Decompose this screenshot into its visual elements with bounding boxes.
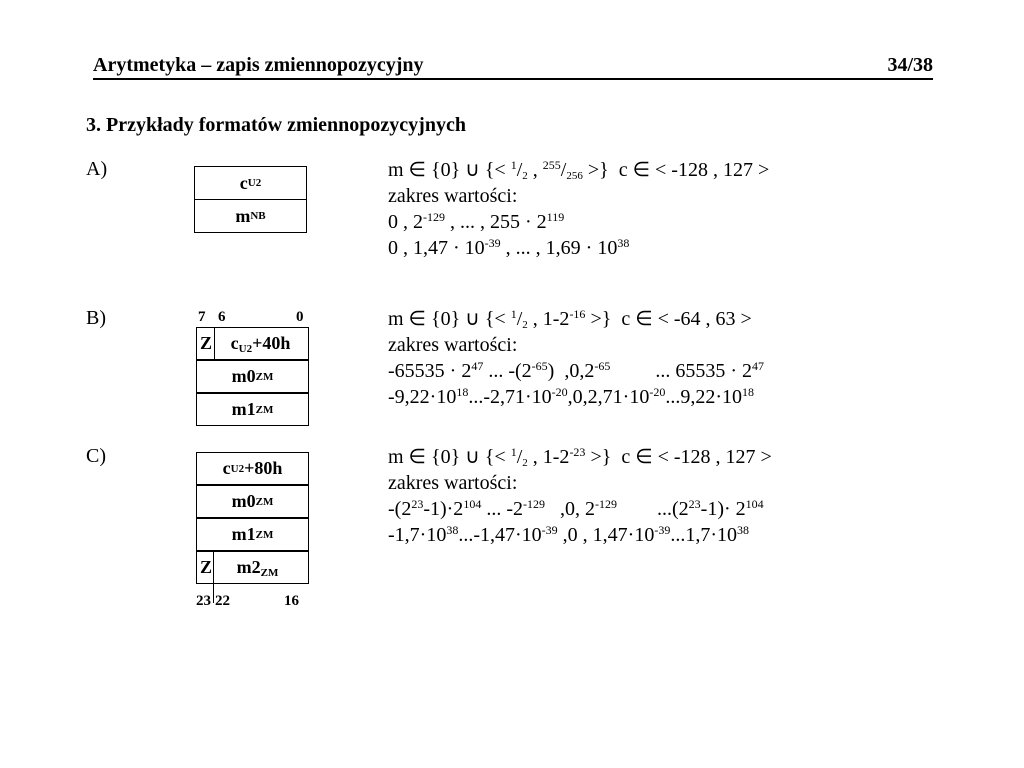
label-c: C) <box>86 445 106 467</box>
info-line: m ∈ {0} ∪ {< $^1/_2$ , $1-2^{-23}$ >} c ∈ < -128 , 127 > <box>388 445 772 469</box>
field-m0-zm: m0 ZM <box>196 360 309 393</box>
field-m2-zm: Z $m2_{ZM}$ <box>196 551 309 584</box>
sign-divider <box>213 551 214 603</box>
page-number: 34/38 <box>887 54 933 76</box>
bit-6-label: 6 <box>218 309 226 325</box>
bit-23-label: 23 <box>196 593 211 609</box>
sign-bit-z: Z <box>200 333 213 353</box>
bit-0-label: 0 <box>296 309 304 325</box>
field-m1-zm: m1 ZM <box>196 518 309 551</box>
info-line: $-1,7\cdot 10^{38}...-1,47\cdot 10^{-39}$ ,0 , $1,47\cdot 10^{-39}...1,7\cdot 10^{38}$ <box>388 523 749 546</box>
slide-header <box>93 52 933 80</box>
label-b: B) <box>86 307 106 329</box>
field-c-u2-80h: c U2 +80h <box>196 452 309 485</box>
bit-16-label: 16 <box>284 593 299 609</box>
field-c-u2: c U2 <box>194 166 307 200</box>
bit-7-label: 7 <box>198 309 206 325</box>
slide-title: Arytmetyka – zapis zmiennopozycyjny <box>93 54 424 76</box>
section-heading: 3. Przykłady formatów zmiennopozycyjnych <box>86 114 466 136</box>
info-b <box>388 306 764 410</box>
info-line: zakres wartości: <box>388 185 518 207</box>
info-line: $-(2^{23}-1)\cdot 2^{104}$ ... $-2^{-129}$ ,0, $2^{-129}$ $...(2^{23}-1)\cdot 2^{104}$ <box>388 497 764 520</box>
bit-22-label: 22 <box>215 593 230 609</box>
field-c-u2-40h: Z $c_{U2}+40h$ <box>196 327 309 360</box>
info-line: m ∈ {0} ∪ {< $^1/_2$ , $1-2^{-16}$ >} c ∈ < -64 , 63 > <box>388 307 752 331</box>
info-line: $-65535 \cdot 2^{47}$ ... $-(2^{-65})$ $,0,2^{-65}$ ... $65535 \cdot 2^{47}$ <box>388 359 764 382</box>
sign-bit-z: Z <box>200 557 213 577</box>
label-a: A) <box>86 158 108 180</box>
field-m1-zm: m1 ZM <box>196 393 309 426</box>
info-line: $-9,22\cdot 10^{18}...-2,71\cdot 10^{-20},0,2,71\cdot 10^{-20}...9,22\cdot 10^{18}$ <box>388 385 754 408</box>
info-line: zakres wartości: <box>388 472 518 494</box>
field-m-nb: m NB <box>194 199 307 233</box>
sign-divider <box>214 328 215 359</box>
field-m0-zm: m0 ZM <box>196 485 309 518</box>
info-line: 0 , $2^{-129}$ , ... , $255 \cdot 2^{119}$ <box>388 210 565 233</box>
info-line: 0 , $1,47 \cdot 10^{-39}$ , ... , $1,69 \cdot 10^{38}$ <box>388 236 630 259</box>
info-line: m ∈ {0} ∪ {< $^1/_2$ , $^{255}/_{256}$ >} c ∈ < -128 , 127 > <box>388 158 770 182</box>
info-line: zakres wartości: <box>388 334 518 356</box>
info-c <box>388 444 772 548</box>
info-a <box>388 157 769 261</box>
